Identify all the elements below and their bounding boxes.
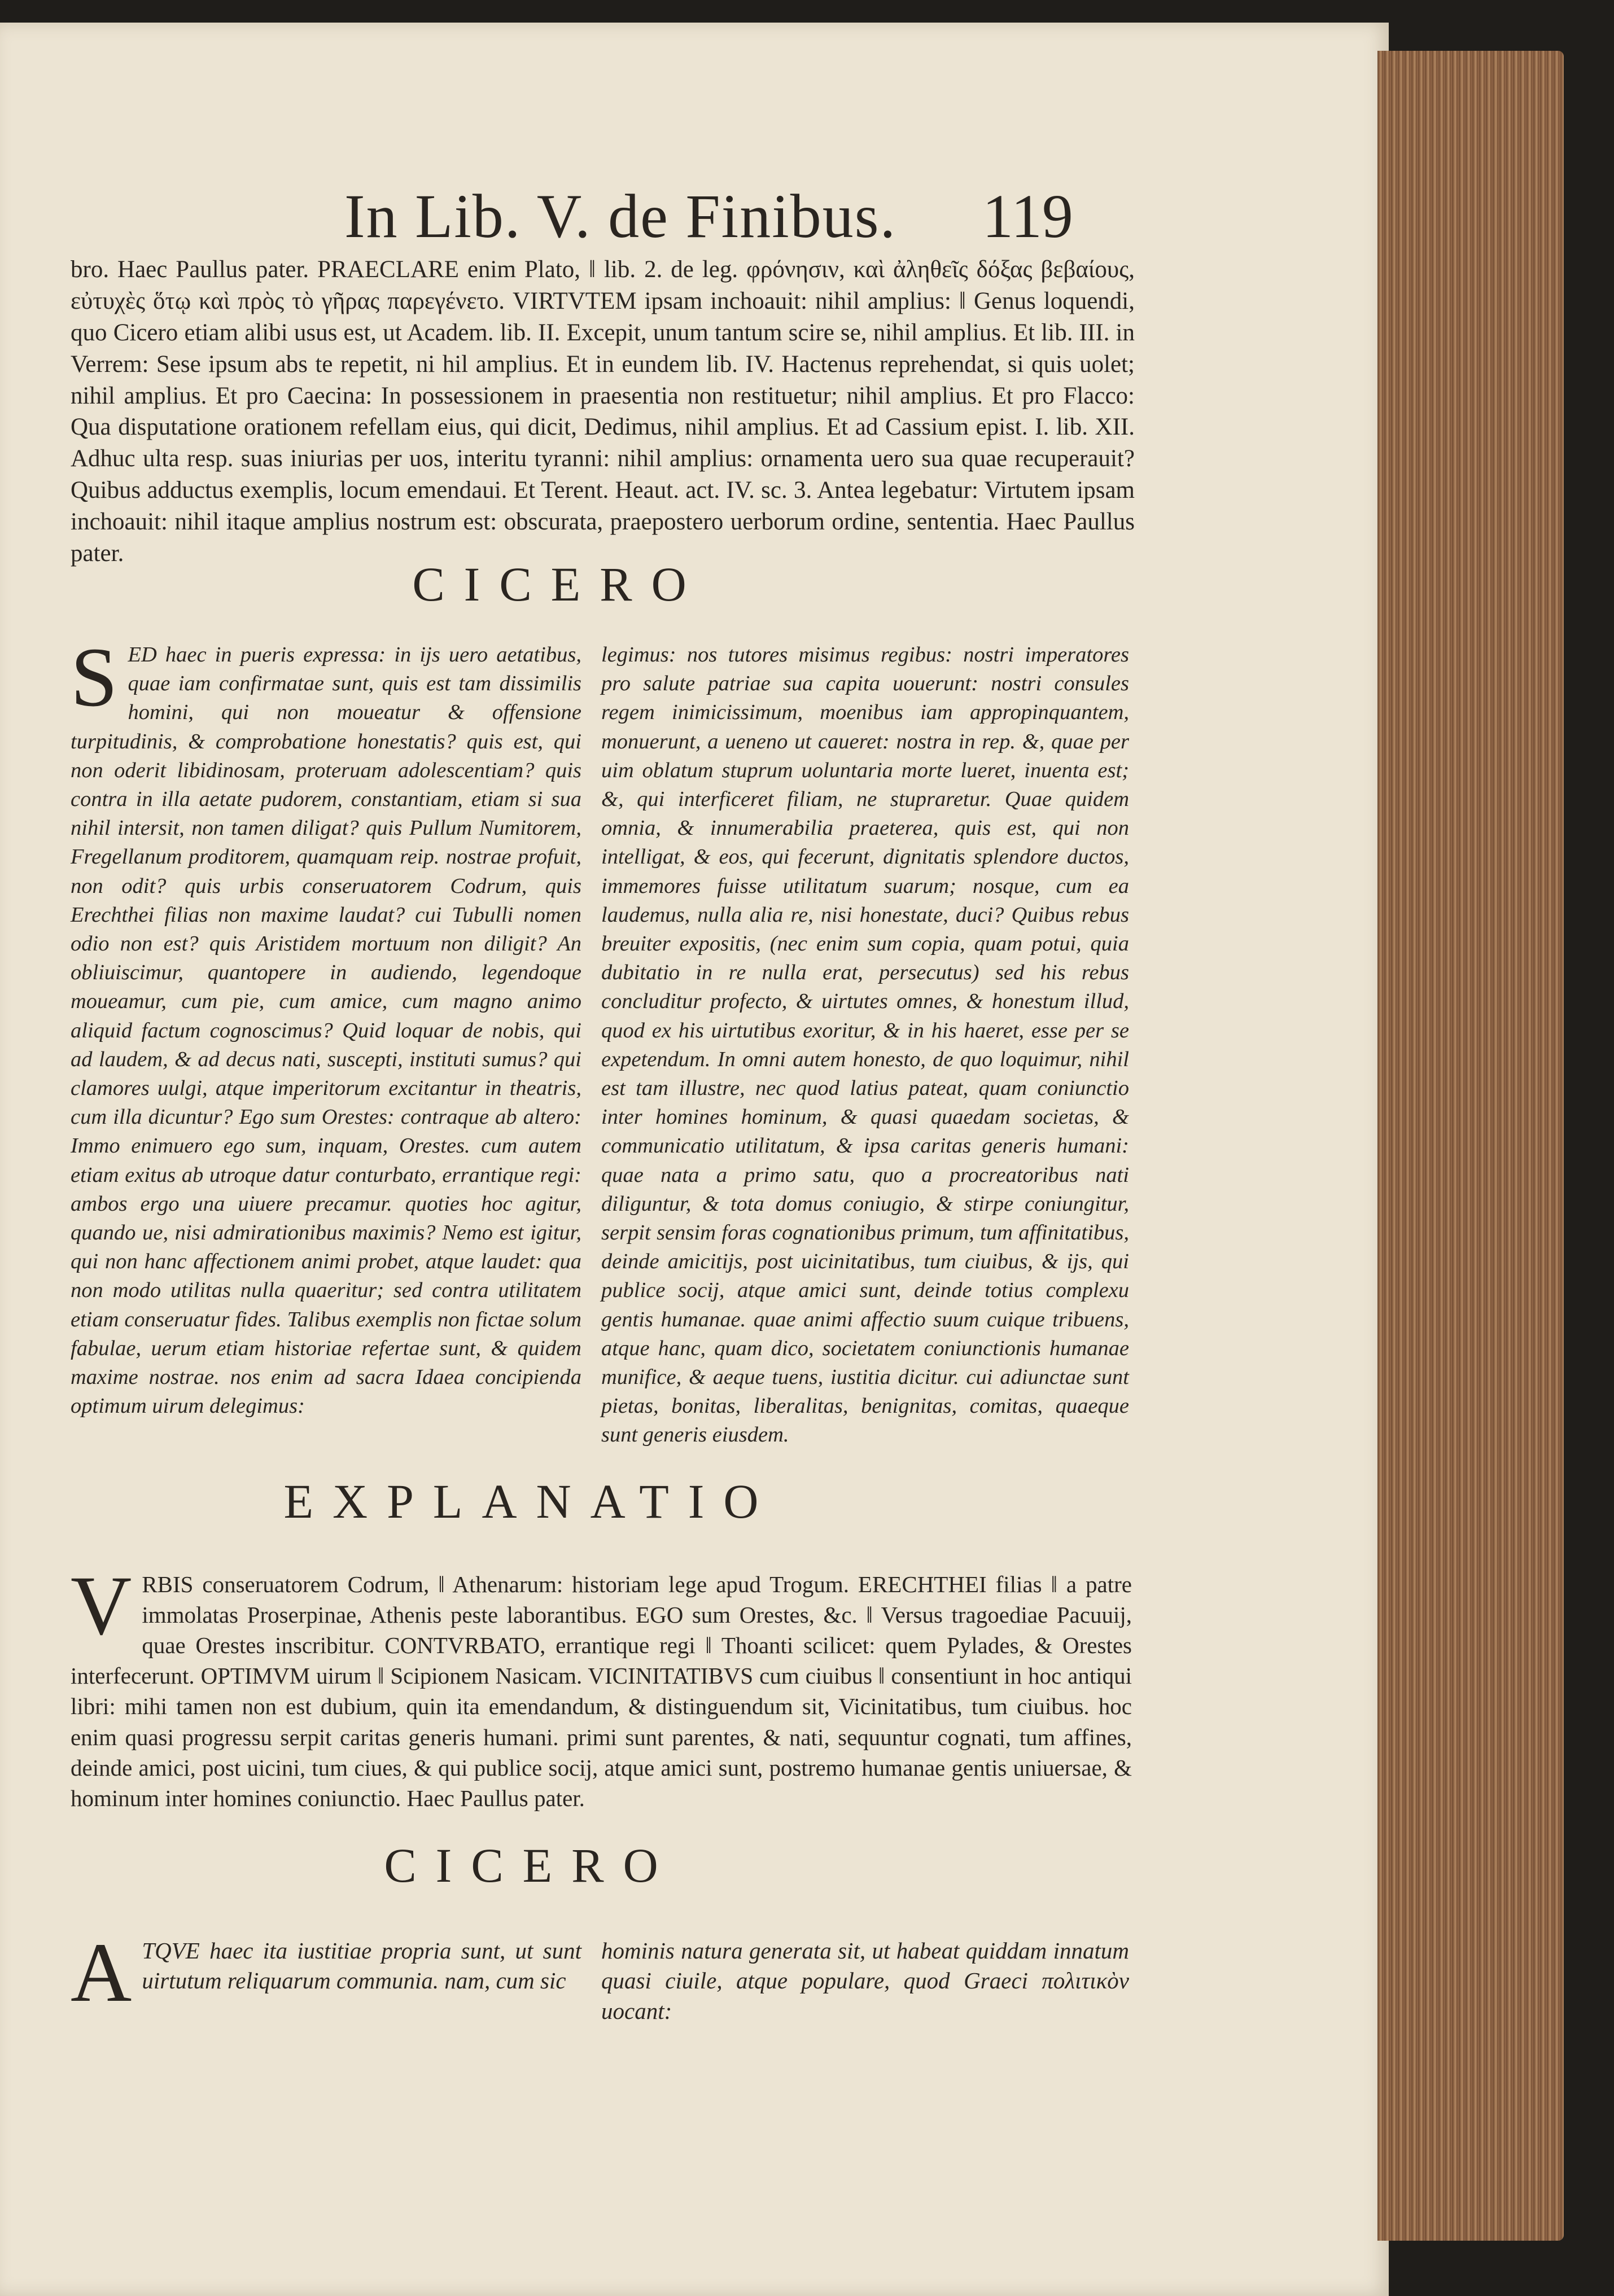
cicero-column-right: legimus: nos tutores misimus regibus: nostri imperatores pro salute patriae sua capita uouerunt: nostri consules regem inimicissimum, moenibus iam appropinquantem, monuerunt, a ueneno ut caueret: nostra in rep. &, quae per uim oblatum stuprum uoluntaria morte lueret, inuenta est; &, qui interficeret filiam, ne stupraretur. Quae quidem omnia, & innumerabilia praeterea, quis est, qui non intelligat, & eos, qui fecerunt, dignitatis splendore ductos, immemores fuisse utilitatum suarum; nosque, cum ea laudemus, nulla alia re, nisi honestate, duci? Quibus rebus breuiter expositis, (nec enim sum copia, quam potui, quia dubitatio in re nulla erat, persecutus) sed his rebus concluditur profecto, & uirtutes omnes, & honestum illud, quod ex his uirtutibus exoritur, & in his haeret, esse per se expetendum. In omni autem honesto, de quo loquimur, nihil est tam illustre, nec quod latius pateat, quam coniunctio inter homines hominum, & quasi quaedam societas, & communicatio utilitatum, & ipsa caritas generis humani: quae nata a primo satu, quo a procreatoribus nati diliguntur, & tota domus coniugio, & stirpe coniungitur, serpit sensim foras cognationibus primum, tum affinitatibus, deinde amicitijs, post uicinitatibus, tum ciuibus, & ijs, qui publice socij, atque amici sunt, deinde totius complexu gentis humanae. quae animi affectio suum cuique tribuens, atque hanc, quam dico, societatem coniunctionis humanae munifice, & aeque tuens, iustitia dicitur. cui adiunctae sunt pietas, bonitas, liberalitas, benignitas, comitas, quaeque sunt generis eiusdem. <box>601 643 1129 1447</box>
cicero2-column-right: hominis natura generata sit, ut habeat quiddam innatum quasi ciuile, atque populare, quod Graeci πολιτικὸν uocant: <box>601 1938 1129 2024</box>
drop-cap: A <box>71 1926 132 2019</box>
section-heading-cicero-2: CICERO <box>384 1838 677 1892</box>
cicero-column-left <box>71 630 581 1421</box>
explanatio-text <box>71 1559 1132 1813</box>
section-heading-explanatio: EXPLANATIO <box>283 1474 778 1528</box>
drop-cap: S <box>71 630 118 724</box>
section-heading-cicero: CICERO <box>412 557 706 611</box>
running-title: In Lib. V. de Finibus. <box>344 182 897 251</box>
drop-cap: V <box>71 1559 132 1653</box>
cicero2-column-left <box>71 1926 581 2019</box>
cicero-column-left-text: ED haec in pueris expressa: in ijs uero aetatibus, quae iam confirmatae sunt, quis est tam dissimilis homini, qui non moueatur & offensione turpitudinis, & comprobatione honestatis? quis est, qui non oderit libidinosam, proteruam adolescentiam? quis contra in illa aetate pudorem, constantiam, etiam si sua nihil intersit, non tamen diligat? quis Pullum Numitorem, Fregellanum proditorem, quamquam reip. nostrae profuit, non odit? quis urbis conseruatorem Codrum, quis Erechthei filias non maxime laudat? cui Tubulli nomen odio non est? quis Aristidem mortuum non diligit? An obliuiscimur, quantopere in audiendo, legendoque moueamur, cum pie, cum amice, cum magno animo aliquid factum cognoscimus? Quid loquar de nobis, qui ad laudem, & ad decus nati, suscepti, instituti sumus? qui clamores uulgi, atque imperitorum excitantur in theatris, cum illa dicuntur? Ego sum Orestes: contraque ab altero: Immo enimuero ego sum, inquam, Orestes. cum autem etiam exitus ab utroque datur conturbato, errantique regi: ambos ergo una uiuere precamur. quoties hoc agitur, quando ue, nisi admirationibus maximis? Nemo est igitur, qui non hanc affectionem animi probet, atque laudet: qua non modo utilitas nulla quaeritur; sed contra utilitatem etiam conseruatur fides. Talibus exemplis non fictae solum fabulae, uerum etiam historiae refertae sunt, & quidem maxime nostrae. nos enim ad sacra Idaea concipienda optimum uirum delegimus: <box>71 643 581 1418</box>
page-edges <box>1377 51 1564 2241</box>
cicero2-column-left-text: TQVE haec ita iustitiae propria sunt, ut sunt uirtutum reliquarum communia. nam, cum sic <box>142 1938 581 1994</box>
explanatio-body: RBIS conseruatorem Codrum, ‖ Athenarum: historiam lege apud Trogum. ERECHTHEI filias ‖ a patre immolatas Proserpinae, Athenis peste laborantibus. EGO sum Orestes, &c. ‖ Versus tragoediae Pacuuij, quae Orestes inscribitur. CONTVRBATO, errantique regi ‖ Thoanti scilicet: quem Pylades, & Orestes interfecerunt. OPTIMVM uirum ‖ Scipionem Nasicam. VICINITATIBVS cum ciuibus ‖ consentiunt in hoc antiqui libri: mihi tamen non est dubium, quin ita emendandum, & distinguendum sit, Vicinitatibus, tum ciuibus. hoc enim quasi progressu serpit caritas generis humani. primi sunt parentes, & nati, sequuntur cognati, tum affines, deinde amici, post uicini, tum ciues, & qui publice socij, atque amici sunt, postremo humanae gentis uniuersae, & hominum inter homines coniunctio. Haec Paullus pater. <box>71 1571 1132 1811</box>
page-number: 119 <box>982 182 1073 251</box>
commentary-top: bro. Haec Paullus pater. PRAECLARE enim Plato, ‖ lib. 2. de leg. φρόνησιν, καὶ ἀληθεῖς δόξας βεβαίους, εὐτυχὲς ὅτῳ καὶ πρὸς τὸ γῆρας παρεγένετο. VIRTVTEM ipsam inchoauit: nihil amplius: ‖ Genus loquendi, quo Cicero etiam alibi usus est, ut Academ. lib. II. Excepit, unum tantum scire se, nihil amplius. Et lib. III. in Verrem: Sese ipsum abs te repetit, ni hil amplius. Et in eundem lib. IV. Hactenus reprehendat, si quis uolet; nihil amplius. Et pro Caecina: In possessionem in praesentia non restituetur; nihil amplius. Et pro Flacco: Qua disputatione orationem refellam eius, qui dicit, Dedimus, nihil amplius. Et ad Cassium epist. I. lib. XII. Adhuc ulta resp. suas iniurias per uos, interitu tyranni: nihil amplius: ornamenta uero sua quae recuperauit? Quibus adductus exemplis, locum emendaui. Et Terent. Heaut. act. IV. sc. 3. Antea legebatur: Virtutem ipsam inchoauit: nihil itaque amplius nostrum est: obscurata, praepostero uerborum ordine, sententia. Haec Paullus pater. <box>71 256 1135 567</box>
page-header <box>0 169 1389 254</box>
